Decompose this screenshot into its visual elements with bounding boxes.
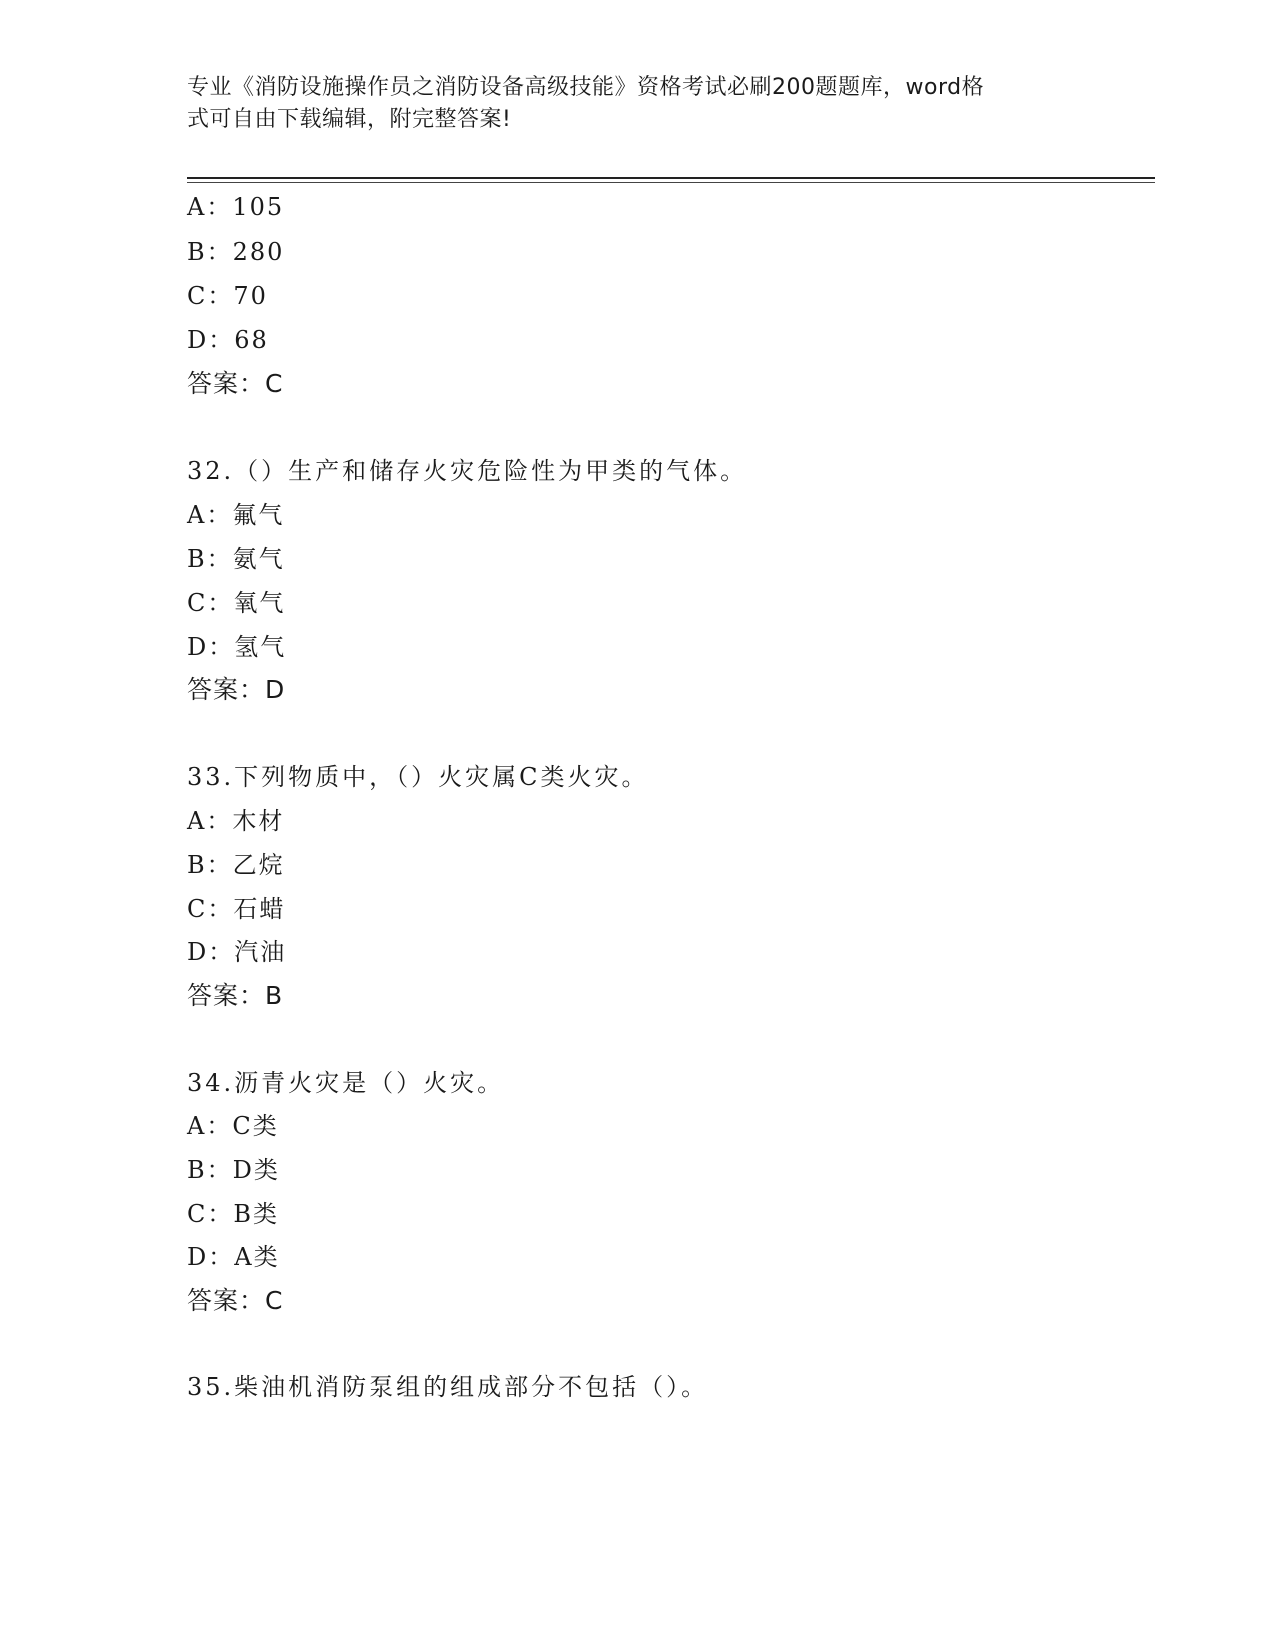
answer-line: 答案：C <box>187 369 284 398</box>
header-title-line-1: 专业《消防设施操作员之消防设备高级技能》资格考试必刷200题题库，word格 <box>187 75 985 100</box>
option-c: C：B类 <box>187 1200 279 1228</box>
header-divider-thick <box>187 177 1155 179</box>
question-34: 34.沥青火灾是（）火灾。 <box>187 1069 505 1097</box>
option-c: C：石蜡 <box>187 895 286 923</box>
option-a: A：氟气 <box>187 501 285 529</box>
option-b: B：280 <box>187 238 285 266</box>
option-a: A：C类 <box>187 1112 279 1140</box>
answer-line: 答案：D <box>187 675 286 704</box>
option-d: D：A类 <box>187 1243 280 1271</box>
option-b: B：氨气 <box>187 545 285 573</box>
option-c: C：氧气 <box>187 589 286 617</box>
option-b: B：乙烷 <box>187 851 285 879</box>
document-header <box>187 72 1067 136</box>
header-title-line-2: 式可自由下载编辑，附完整答案! <box>187 107 512 132</box>
answer-line: 答案：C <box>187 1286 284 1315</box>
option-a: A：木材 <box>187 807 285 835</box>
option-c: C：70 <box>187 282 268 310</box>
option-d: D：氢气 <box>187 633 287 661</box>
question-35: 35.柴油机消防泵组的组成部分不包括（）。 <box>187 1373 709 1401</box>
option-d: D：68 <box>187 326 269 354</box>
question-33: 33.下列物质中，（）火灾属C类火灾。 <box>187 763 649 791</box>
option-d: D：汽油 <box>187 938 287 966</box>
header-divider-thin <box>187 182 1155 183</box>
answer-line: 答案：B <box>187 981 284 1010</box>
option-b: B：D类 <box>187 1156 280 1184</box>
option-a: A：105 <box>187 193 285 221</box>
question-32: 32.（）生产和储存火灾危险性为甲类的气体。 <box>187 457 748 485</box>
